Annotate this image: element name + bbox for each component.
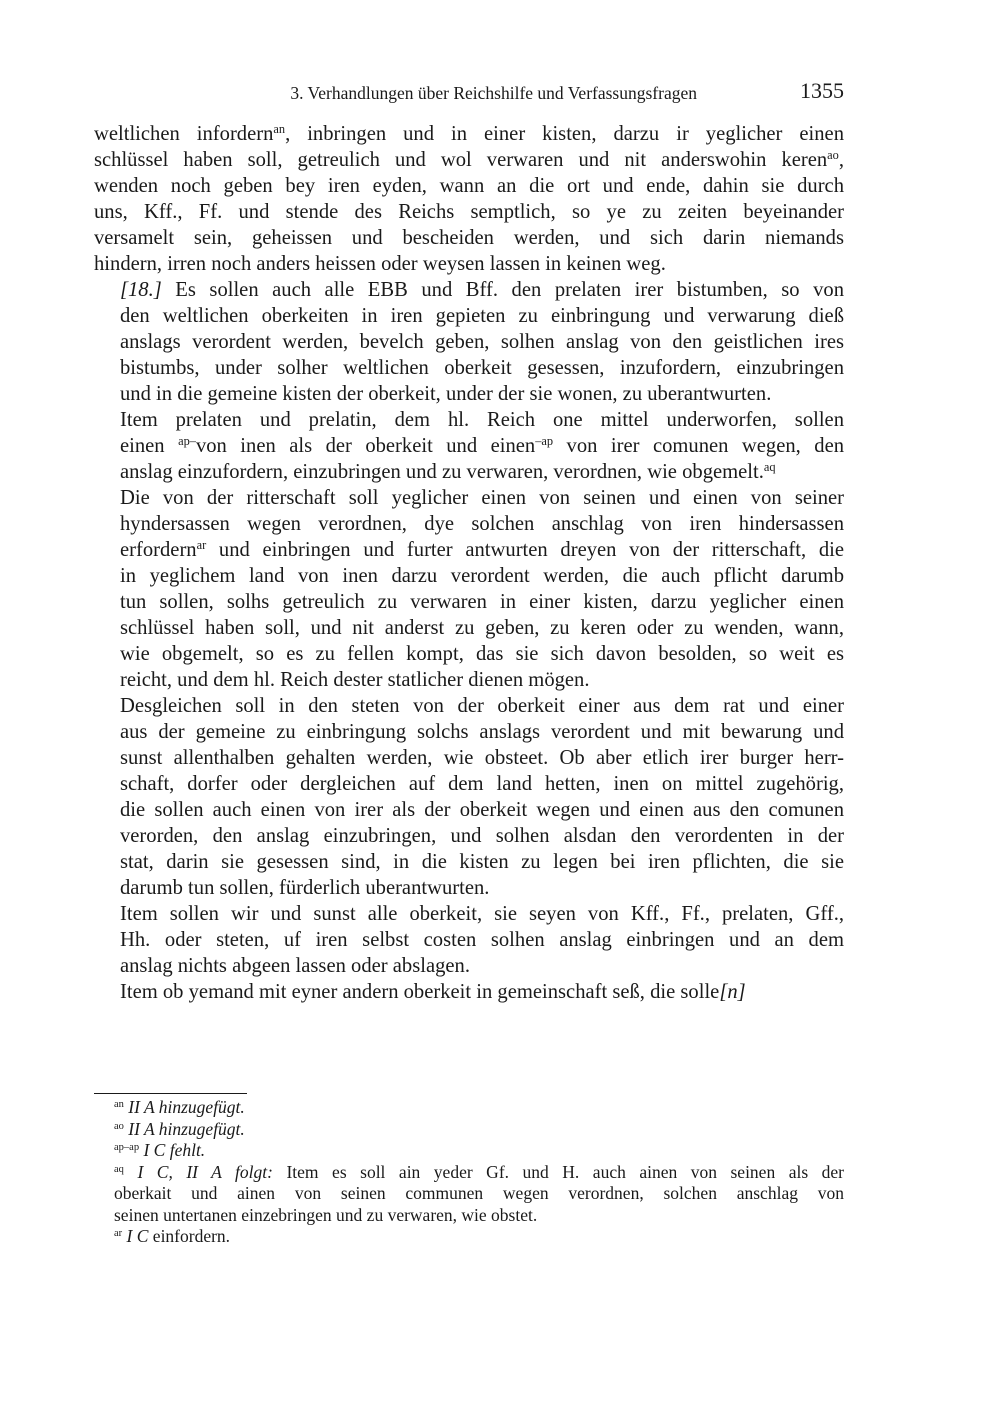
text-run: in yeglichem land von inen darzu verordent werden, die auch pflicht darumb — [120, 565, 844, 587]
text-run: und einbringen und furter antwurten dreyen von der ritterschaft, die — [206, 539, 844, 561]
paragraph-line — [94, 537, 844, 563]
paragraph-line — [94, 901, 844, 927]
paragraph-line — [94, 589, 844, 615]
footnote-ao — [94, 1119, 844, 1141]
paragraph-line — [94, 303, 844, 329]
footnote-marker: –ap — [535, 434, 554, 449]
footnote-marker: aq — [763, 460, 776, 475]
paragraph-line — [94, 485, 844, 511]
text-run: Hh. oder steten, uf iren selbst costen solhen anslag einbringen und an dem — [120, 929, 844, 951]
paragraph-line — [94, 173, 844, 199]
paragraph-line — [94, 693, 844, 719]
footnote-line — [94, 1226, 844, 1248]
italic-text: II A hinzugefügt. — [128, 1097, 245, 1117]
paragraph-line — [94, 797, 844, 823]
text-run: schaft, dorfer oder dergleichen auf dem land hetten, inen on mittel zugehörig, — [120, 773, 844, 795]
paragraph-line — [94, 641, 844, 667]
text-run: darumb tun sollen, fürderlich uberantwurten. — [120, 877, 490, 899]
footnote-marker: ar — [196, 538, 207, 553]
footnote-marker: an — [273, 122, 286, 137]
page — [94, 0, 844, 1418]
footnote-aq — [94, 1162, 844, 1227]
paragraph-line — [94, 927, 844, 953]
italic-text: [18.] — [120, 279, 162, 301]
italic-text: I C fehlt. — [143, 1140, 206, 1160]
paragraph-p6 — [94, 901, 844, 979]
text-run: wenden noch geben bey iren eyden, wann an die ort und ende, dahin sie durch — [94, 175, 844, 197]
text-run: aus der gemeine zu einbringung solchs anslags verordent und mit bewarung und — [120, 721, 844, 743]
page-number: 1355 — [800, 78, 844, 103]
paragraph-line — [94, 667, 844, 693]
text-run — [124, 1162, 138, 1182]
paragraph-line — [94, 979, 844, 1005]
paragraph-line — [94, 199, 844, 225]
paragraph-p7 — [94, 979, 844, 1005]
text-run: einen — [120, 435, 179, 457]
italic-text: I C — [126, 1226, 149, 1246]
text-run: versamelt sein, geheissen und bescheiden werden, und sich darin niemands — [94, 227, 844, 249]
text-run: bistumbs, under solher weltlichen oberkeit gesessen, inzufordern, einzubringen — [120, 357, 844, 379]
paragraph-line — [94, 225, 844, 251]
text-run: Die von der ritterschaft soll yeglicher einen von seinen und einen von seiner — [120, 487, 844, 509]
footnote-line — [94, 1097, 844, 1119]
italic-text: [n] — [719, 981, 746, 1003]
page-header — [94, 78, 844, 108]
text-run: schlüssel haben soll, getreulich und wol verwaren und nit anderswohin keren — [94, 149, 828, 171]
text-run: einfordern. — [148, 1226, 231, 1246]
paragraph-line — [94, 459, 844, 485]
italic-text: I C, II A folgt: — [137, 1161, 273, 1182]
footnote-separator — [94, 1093, 247, 1094]
text-run: anslags verordent werden, bevelch geben, solhen anslag von den geistlichen ires — [120, 331, 844, 353]
body-text — [94, 121, 844, 1005]
paragraph-line — [94, 875, 844, 901]
text-run: anslag einzufordern, einzubringen und zu verwaren, verordnen, wie obgemelt. — [120, 461, 764, 483]
paragraph-p2 — [94, 277, 844, 407]
paragraph-line — [94, 511, 844, 537]
paragraph-line — [94, 719, 844, 745]
paragraph-line — [94, 381, 844, 407]
paragraph-line — [94, 433, 844, 459]
paragraph-line — [94, 615, 844, 641]
paragraph-line — [94, 251, 844, 277]
text-run: , — [838, 149, 844, 171]
text-run: oberkait und ainen von seinen communen wegen verordnen, solchen anschlag von — [114, 1183, 844, 1203]
text-run: stat, darin sie gesessen sind, in die kisten zu legen bei iren pflichten, die sie — [120, 851, 844, 873]
italic-text: II A hinzugefügt. — [128, 1118, 245, 1139]
footnote-marker: aq — [114, 1163, 124, 1175]
text-run: seinen untertanen einzebringen und zu verwaren, wie obstet. — [114, 1204, 538, 1225]
footnote-marker: ap– — [178, 434, 196, 449]
paragraph-line — [94, 121, 844, 147]
paragraph-line — [94, 823, 844, 849]
text-run: weltlichen infordern — [94, 123, 274, 145]
footnote-line — [94, 1119, 844, 1141]
text-run: von irer comunen wegen, den — [553, 435, 845, 457]
text-run: hindern, irren noch anders heissen oder weysen lassen in keinen weg. — [94, 253, 666, 275]
text-run: Desgleichen soll in den steten von der oberkeit einer aus dem rat und einer — [120, 695, 844, 717]
paragraph-line — [94, 563, 844, 589]
paragraph-p1 — [94, 121, 844, 277]
text-run: schlüssel haben soll, und nit anderst zu geben, zu keren oder zu wenden, wann, — [120, 617, 844, 639]
text-run: von inen als der oberkeit und einen — [195, 435, 536, 457]
text-run: Es sollen auch alle EBB und Bff. den prelaten irer bistumben, so von — [161, 279, 844, 301]
footnote-marker: ao — [827, 148, 839, 163]
paragraph-line — [94, 771, 844, 797]
footnote-line — [94, 1183, 844, 1205]
paragraph-line — [94, 745, 844, 771]
text-run: die sollen auch einen von irer als der oberkeit wegen und einen aus den comunen — [120, 799, 844, 821]
text-run: hyndersassen wegen verordnen, dye solchen anschlag von iren hindersassen — [120, 513, 844, 535]
footnote-line — [94, 1140, 844, 1162]
footnotes — [94, 1097, 844, 1248]
paragraph-line — [94, 147, 844, 173]
footnote-marker: ar — [114, 1228, 123, 1240]
text-run: Item es soll ain yeder Gf. und H. auch ainen von seinen als der — [272, 1161, 844, 1182]
paragraph-line — [94, 355, 844, 381]
footnote-an — [94, 1097, 844, 1119]
text-run: den weltlichen oberkeiten in iren gepieten zu einbringung und verwarung dieß — [120, 305, 844, 327]
footnote-line — [94, 1205, 844, 1227]
text-run: Item prelaten und prelatin, dem hl. Reich one mittel underworfen, sollen — [120, 409, 844, 431]
paragraph-line — [94, 329, 844, 355]
text-run: Item ob yemand mit eyner andern oberkeit in gemeinschaft seß, die solle — [120, 981, 720, 1003]
paragraph-line — [94, 849, 844, 875]
footnote-ap — [94, 1140, 844, 1162]
text-run: anslag nichts abgeen lassen oder abslagen. — [120, 955, 470, 977]
text-run: verorden, den anslag einzubringen, und solhen alsdan den verordenten in der — [120, 825, 844, 847]
footnote-marker: ap–ap — [114, 1142, 140, 1154]
footnote-marker: an — [114, 1099, 124, 1111]
paragraph-p3 — [94, 407, 844, 485]
text-run: , inbringen und in einer kisten, darzu ir yeglicher einen — [285, 123, 844, 145]
text-run: reicht, und dem hl. Reich dester statlicher dienen mögen. — [120, 669, 590, 691]
paragraph-p4 — [94, 485, 844, 693]
text-run: Item sollen wir und sunst alle oberkeit, sie seyen von Kff., Ff., prelaten, Gff., — [120, 903, 844, 925]
text-run: und in die gemeine kisten der oberkeit, under der sie wonen, zu uberantwurten. — [120, 383, 772, 405]
footnote-marker: ao — [114, 1120, 124, 1132]
footnote-ar — [94, 1226, 844, 1248]
text-run: tun sollen, solhs getreulich zu verwaren in einer kisten, darzu yeglicher einen — [120, 591, 844, 613]
paragraph-p5 — [94, 693, 844, 901]
paragraph-line — [94, 953, 844, 979]
text-run: wie obgemelt, so es zu fellen kompt, das sie sich davon besolden, so weit es — [120, 643, 844, 665]
paragraph-line — [94, 407, 844, 433]
footnote-line — [94, 1162, 844, 1184]
paragraph-line — [94, 277, 844, 303]
running-title: 3. Verhandlungen über Reichshilfe und Verfassungsfragen — [290, 83, 697, 103]
text-run: erfordern — [120, 539, 197, 561]
text-run: uns, Kff., Ff. und stende des Reichs semptlich, so ye zu zeiten beyeinander — [94, 201, 844, 223]
text-run: sunst allenthalben gehalten werden, wie obsteet. Ob aber etlich irer burger herr- — [120, 747, 844, 769]
